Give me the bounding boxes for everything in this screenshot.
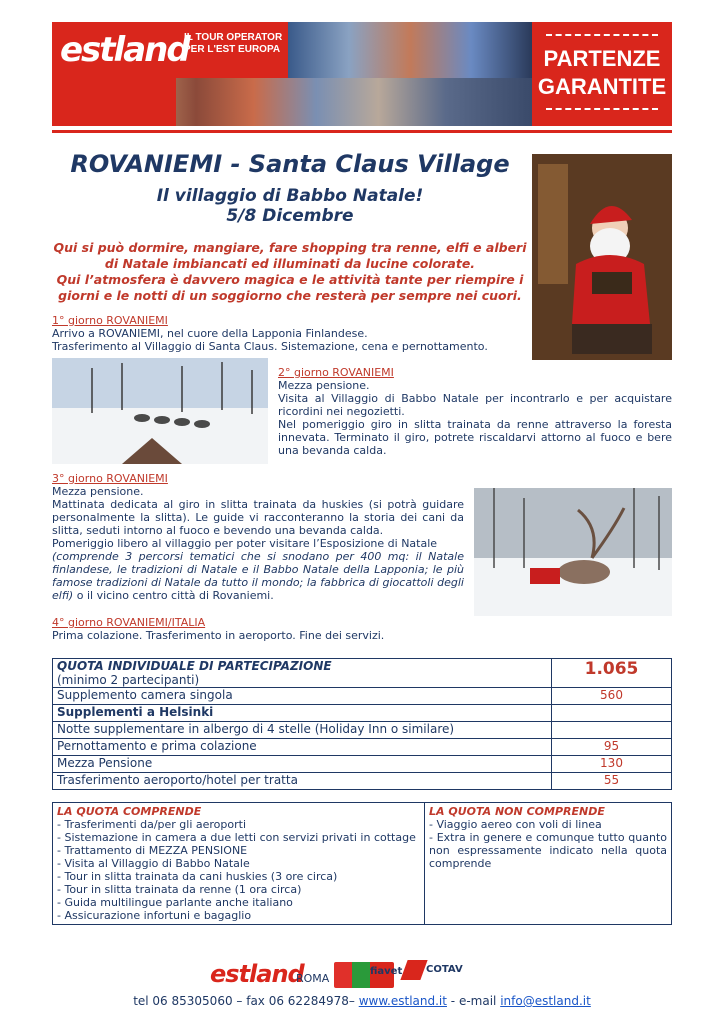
row-label: Pernottamento e prima colazione <box>53 739 552 756</box>
day-4 <box>52 616 522 642</box>
estland-logo-box <box>52 22 189 126</box>
list-item: - Extra in genere e comunque tutto quanto non espressamente indicato nella quota comprende <box>429 831 667 870</box>
list-item: - Tour in slitta trainata da cani huskies (3 ore circa) <box>57 870 338 883</box>
list-item: - Visita al Villaggio di Babbo Natale <box>57 857 250 870</box>
husky-sled-photo <box>52 358 268 464</box>
day-1-line: Trasferimento al Villaggio di Santa Claus. Sistemazione, cena e pernottamento. <box>52 340 488 353</box>
email-label: - e-mail <box>450 994 497 1008</box>
website-link[interactable]: www.estland.it <box>358 994 447 1008</box>
table-row <box>53 756 672 773</box>
cotav-logo-text: COTAV <box>426 964 463 975</box>
footer-city: ROMA <box>296 972 330 985</box>
day-2-line: Visita al Villaggio di Babbo Natale per incontrarlo e per acquistare ricordini nei negozietti. <box>278 392 672 418</box>
table-row <box>53 722 672 739</box>
table-row <box>53 773 672 790</box>
dash-bottom <box>546 108 658 110</box>
price-header-note: (minimo 2 partecipanti) <box>57 673 200 687</box>
row-label: Trasferimento aeroporto/hotel per tratta <box>53 773 552 790</box>
day-3-exhibition-note <box>52 550 464 602</box>
reindeer-sled-photo <box>474 488 672 616</box>
row-label: Notte supplementare in albergo di 4 stelle (Holiday Inn o similare) <box>53 722 552 739</box>
intro-line: Qui l’atmosfera è davvero magica e le attività tante per riempire i <box>56 272 524 287</box>
partenze-garantite-badge <box>532 22 672 126</box>
excludes-cell <box>425 803 672 925</box>
page-subtitle: Il villaggio di Babbo Natale! <box>156 186 424 206</box>
price-table <box>52 658 672 790</box>
santa-claus-photo <box>532 154 672 360</box>
footer-logos <box>210 960 510 992</box>
day-3-exhibition-details: (comprende 3 percorsi tematici che si snodano per 400 mq: il Natale finlandese, le tradizioni di Natale e il Babbo Natale della Lapponia; le più famose tradizioni di Natale da tutto il mondo; la fabbrica di giocattoli degli elfi) <box>52 550 464 602</box>
day-1-heading: 1° giorno ROVANIEMI <box>52 314 168 327</box>
list-item: - Sistemazione in camera a due letti con servizi privati in cottage <box>57 831 416 844</box>
fiavet-logo-text: fiavet <box>370 966 403 977</box>
day-2-line: Nel pomeriggio giro in slitta trainata da renne attraverso la foresta innevata. Terminato il giro, potrete riscaldarvi attorno al fuoco e bere una bevanda calda. <box>278 418 672 457</box>
trip-dates: 5/8 Dicembre <box>226 206 354 226</box>
day-3-line: Pomeriggio libero al villaggio per poter visitare l’Esposizione di Natale <box>52 537 438 550</box>
day-1 <box>52 314 522 353</box>
list-item: - Tour in slitta trainata da renne (1 ora circa) <box>57 883 302 896</box>
contact-line <box>0 994 724 1008</box>
tagline <box>184 32 282 56</box>
table-row <box>53 803 672 925</box>
banner-divider <box>52 130 672 133</box>
tagline-line-1: IL TOUR OPERATOR <box>184 32 283 43</box>
badge-line-2: GARANTITE <box>537 74 667 99</box>
cotav-logo-icon <box>400 960 427 980</box>
header-banner <box>52 22 672 126</box>
city-photos-top <box>288 22 532 78</box>
intro-line: giorni e le notti di un soggiorno che resterà per sempre nei cuori. <box>58 288 522 303</box>
table-row <box>53 688 672 705</box>
row-label: Supplementi a Helsinki <box>53 705 552 722</box>
page-title: ROVANIEMI - Santa Claus Village <box>70 150 510 178</box>
table-row <box>53 739 672 756</box>
day-4-heading: 4° giorno ROVANIEMI/ITALIA <box>52 616 206 629</box>
row-value: 130 <box>552 756 672 773</box>
row-value: 560 <box>552 688 672 705</box>
day-2-heading: 2° giorno ROVANIEMI <box>278 366 394 379</box>
day-3-exhibition-tail: o il vicino centro città di Rovaniemi. <box>73 589 274 602</box>
list-item: - Assicurazione infortuni e bagaglio <box>57 909 252 922</box>
row-value: 55 <box>552 773 672 790</box>
day-1-line: Arrivo a ROVANIEMI, nel cuore della Lapponia Finlandese. <box>52 327 368 340</box>
price-header: QUOTA INDIVIDUALE DI PARTECIPAZIONE <box>57 659 332 673</box>
intro-paragraph <box>52 240 528 304</box>
phone-fax: tel 06 85305060 – fax 06 62284978– <box>133 994 355 1008</box>
price-header-cell <box>53 659 552 688</box>
row-value <box>552 722 672 739</box>
cotav-logo <box>404 960 463 990</box>
day-2 <box>278 366 672 457</box>
table-row <box>53 705 672 722</box>
day-3 <box>52 472 464 602</box>
base-price: 1.065 <box>584 659 639 679</box>
intro-line: Qui si può dormire, mangiare, fare shopping tra renne, elfi e alberi <box>53 240 527 255</box>
row-value <box>552 705 672 722</box>
includes-cell <box>53 803 425 925</box>
list-item: - Viaggio aereo con voli di linea <box>429 818 602 831</box>
row-value: 95 <box>552 739 672 756</box>
day-4-line: Prima colazione. Trasferimento in aeroporto. Fine dei servizi. <box>52 629 385 642</box>
tagline-line-2: PER L'EST EUROPA <box>184 44 281 55</box>
badge-line-1: PARTENZE <box>543 46 661 71</box>
excludes-heading: LA QUOTA NON COMPRENDE <box>429 805 605 818</box>
estland-logo: estland <box>60 30 189 70</box>
intro-line: di Natale imbiancati ed illuminati da lucine colorate. <box>104 256 476 271</box>
inclusions-table <box>52 802 672 925</box>
list-item: - Trattamento di MEZZA PENSIONE <box>57 844 248 857</box>
day-3-line: Mezza pensione. <box>52 485 144 498</box>
list-item: - Trasferimenti da/per gli aeroporti <box>57 818 247 831</box>
dash-top <box>546 34 658 36</box>
day-3-heading: 3° giorno ROVANIEMI <box>52 472 168 485</box>
row-label: Mezza Pensione <box>53 756 552 773</box>
day-3-line: Mattinata dedicata al giro in slitta trainata da huskies (si potrà guidare personalmente la slitta). Le guide vi racconteranno la storia dei cani da slitta, seduti intorno al fuoco e bevendo una bevanda calda. <box>52 498 464 537</box>
includes-heading: LA QUOTA COMPRENDE <box>57 805 202 818</box>
day-2-line: Mezza pensione. <box>278 379 370 392</box>
row-label: Supplemento camera singola <box>53 688 552 705</box>
list-item: - Guida multilingue parlante anche italiano <box>57 896 293 909</box>
table-row <box>53 659 672 688</box>
base-price-cell <box>552 659 672 688</box>
footer-estland-logo: estland <box>210 960 304 988</box>
email-link[interactable]: info@estland.it <box>500 994 591 1008</box>
